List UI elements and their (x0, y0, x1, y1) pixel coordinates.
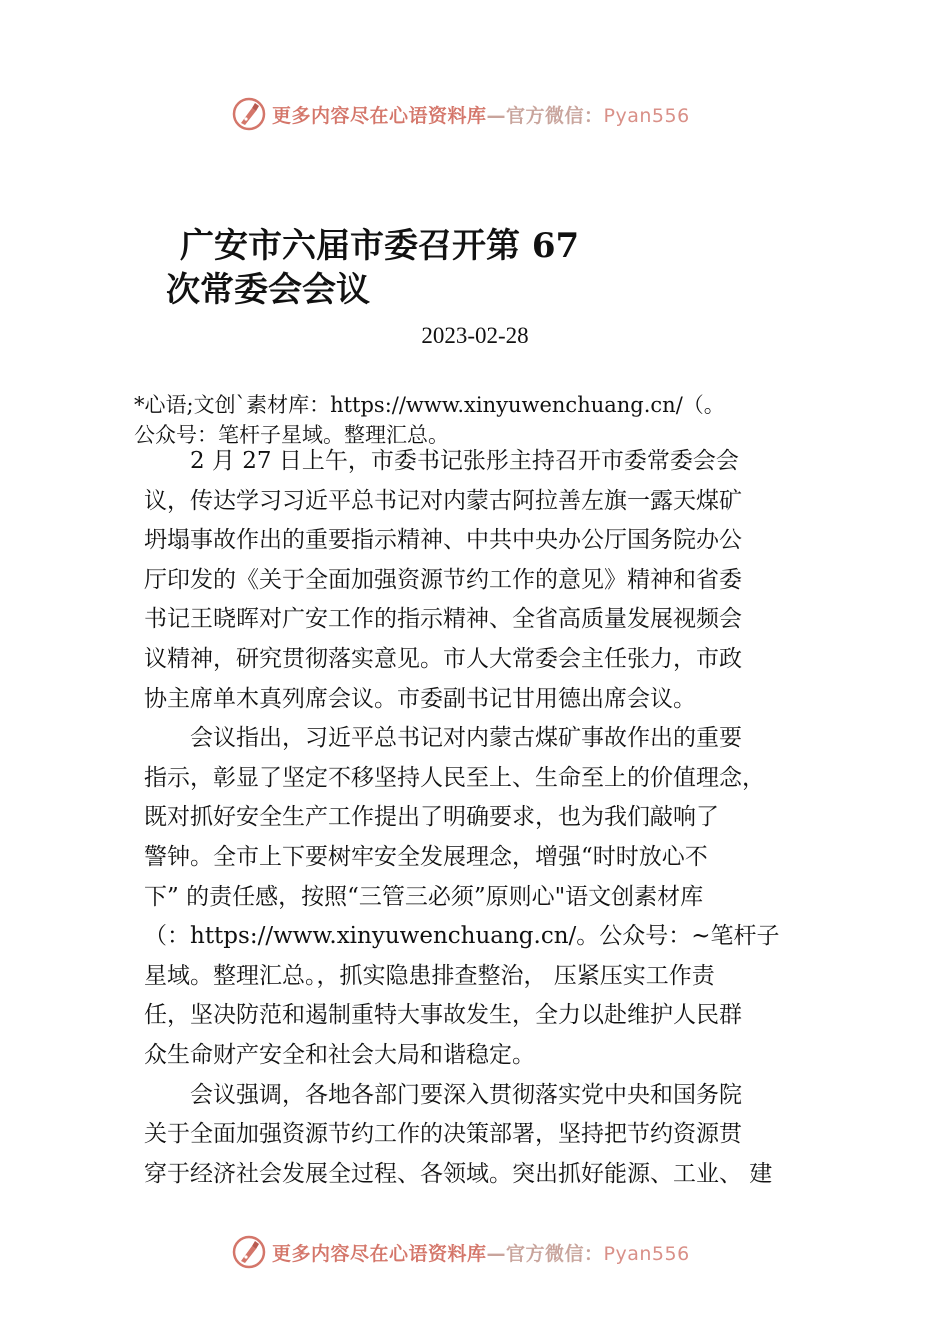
pen-logo-icon (232, 1235, 266, 1269)
banner-wechat-id: Pyan556 (603, 1242, 690, 1265)
publish-date: 2023-02-28 (421, 323, 529, 348)
banner-prefix: 更多内容尽在心语资料库 (272, 1242, 487, 1265)
banner-text (272, 101, 690, 128)
text-line: 警钟。全市上下要树牢安全发展理念，增强“时时放心不 (144, 843, 708, 870)
text-line: 关于全面加强资源节约工作的决策部署，坚持把节约资源贯 (144, 1121, 742, 1148)
text-line: 众生命财产安全和社会大局和谐稳定。 (144, 1041, 535, 1068)
paragraph (144, 442, 824, 719)
banner-text (272, 1239, 690, 1266)
text-line: 既对抓好安全生产工作提出了明确要求，也为我们敲响了 (144, 804, 719, 831)
title-line: 广安市六届市委召开第 67 (180, 226, 580, 266)
text-line: （：https://www.xinyuwenchuang.cn/。公众号：~笔杆子 (144, 923, 780, 950)
banner-wechat-id: Pyan556 (603, 104, 690, 127)
text-line: 星域。整理汇总。，抓实隐患排查整治， 压紧压实工作责 (144, 962, 715, 989)
source-note-line: *心语;文创`素材库：https://www.xinyuwenchuang.cn/（。 (134, 393, 725, 417)
text-line: 坍塌事故作出的重要指示精神、中共中央办公厅国务院办公 (144, 527, 742, 554)
paragraph (144, 1076, 824, 1195)
text-line: 指示，彰显了坚定不移坚持人民至上、生命至上的价值理念， (144, 764, 765, 791)
text-line: 2 月 27 日上午，市委书记张彤主持召开市委常委会会 (144, 448, 739, 474)
pen-logo-icon (232, 97, 266, 131)
source-note-line: 公众号：笔杆子星域。整理汇总。 (134, 423, 449, 447)
text-line: 穿于经济社会发展全过程、各领域。突出抓好能源、工业、 建 (144, 1160, 773, 1187)
banner-prefix: 更多内容尽在心语资料库 (272, 104, 487, 127)
text-line: 议，传达学习习近平总书记对内蒙古阿拉善左旗一露天煤矿 (144, 487, 742, 514)
text-line: 任，坚决防范和遏制重特大事故发生，全力以赴维护人民群 (144, 1002, 742, 1029)
source-note (134, 390, 824, 450)
article-title (166, 224, 636, 312)
text-line: 书记王晓晖对广安工作的指示精神、全省高质量发展视频会 (144, 606, 742, 633)
text-line: 厅印发的《关于全面加强资源节约工作的意见》精神和省委 (144, 566, 742, 593)
paragraph (144, 719, 824, 1075)
banner-wechat-label: —官方微信： (486, 1242, 604, 1265)
title-line: 次常委会会议 (166, 270, 370, 310)
text-line: 会议强调，各地各部门要深入贯彻落实党中央和国务院 (144, 1081, 742, 1108)
banner-wechat-label: —官方微信： (486, 104, 604, 127)
text-line: 会议指出，习近平总书记对内蒙古煤矿事故作出的重要 (144, 725, 742, 752)
text-line: 下” 的责任感，按照“三管三必须”原则心"语文创素材库 (144, 883, 704, 910)
footer-banner (232, 1234, 690, 1270)
header-banner (232, 96, 690, 132)
text-line: 协主席单木真列席会议。市委副书记甘用德出席会议。 (144, 685, 696, 712)
text-line: 议精神，研究贯彻落实意见。市人大常委会主任张力，市政 (144, 645, 742, 672)
article-body (144, 442, 824, 1194)
